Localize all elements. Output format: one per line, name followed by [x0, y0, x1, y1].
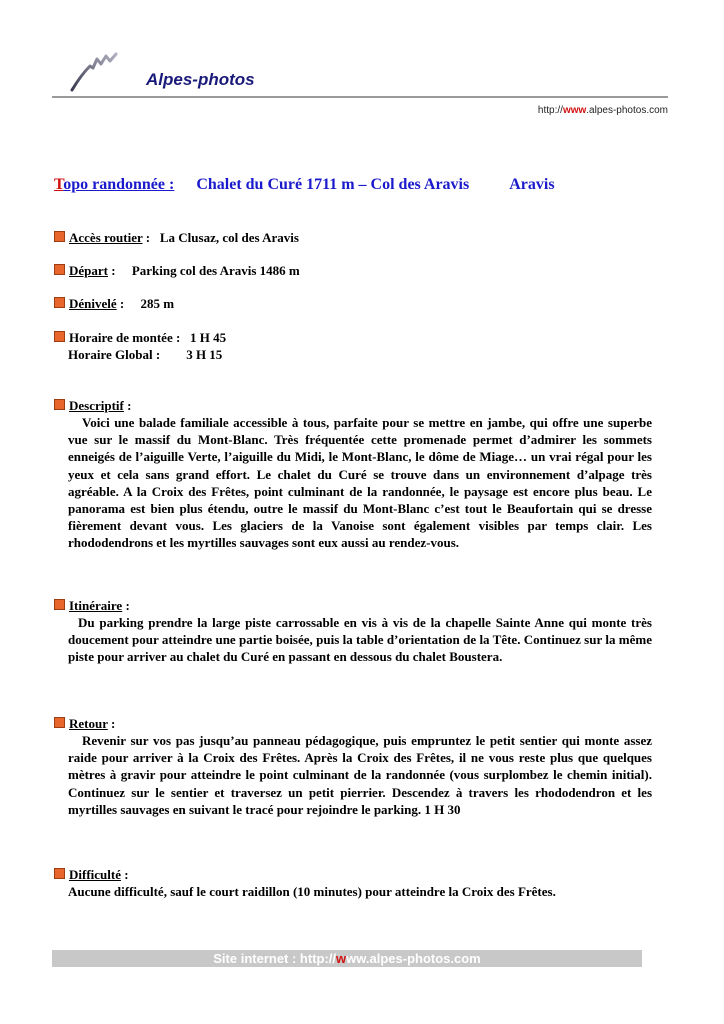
orange-square-bullet-icon: [54, 231, 65, 242]
orange-square-bullet-icon: [54, 399, 65, 410]
header-url-rest: .alpes-photos.com: [586, 105, 668, 116]
acces-sep: :: [142, 230, 160, 245]
header-divider: [52, 96, 668, 98]
section-acces: [54, 229, 299, 246]
section-descriptif: [54, 397, 652, 552]
denivele-value: 285 m: [140, 296, 175, 311]
difficulte-label: Difficulté: [69, 867, 121, 882]
title-label: [54, 176, 174, 193]
footer-rest: ww.alpes-photos.com: [346, 951, 481, 966]
orange-square-bullet-icon: [54, 331, 65, 342]
descriptif-label: Descriptif: [69, 398, 124, 413]
footer-w: w: [336, 951, 347, 966]
section-depart: [54, 262, 300, 279]
horaire-montee: Horaire de montée : 1 H 45: [69, 330, 227, 345]
acces-value: La Clusaz, col des Aravis: [159, 230, 299, 245]
denivele-label: Dénivelé: [69, 296, 117, 311]
difficulte-sep: :: [120, 867, 129, 882]
header-url[interactable]: [538, 105, 668, 116]
mountain-logo-icon: [70, 50, 118, 92]
itineraire-text: Du parking prendre la large piste carrossable en vis à vis de la chapelle Sainte Anne qui monte très doucement pour atteindre une partie boisée, puis la table d’orientation de la Tête. Continuez sur la même piste pour arriver au chalet du Curé en passant en dessous du chalet Boustera.: [68, 615, 652, 665]
difficulte-text: Aucune difficulté, sauf le court raidillon (10 minutes) pour atteindre la Croix des Frêtes.: [68, 884, 556, 899]
itineraire-sep: :: [122, 598, 130, 613]
title-route: Chalet du Curé 1711 m – Col des Aravis: [196, 176, 470, 193]
orange-square-bullet-icon: [54, 599, 65, 610]
footer-banner[interactable]: [52, 950, 642, 967]
section-itineraire: [54, 597, 652, 666]
denivele-sep: :: [116, 296, 141, 311]
section-horaire: [54, 329, 226, 363]
horaire-global: Horaire Global : 3 H 15: [68, 347, 223, 362]
retour-label: Retour: [69, 716, 108, 731]
title-region: Aravis: [509, 176, 555, 193]
orange-square-bullet-icon: [54, 868, 65, 879]
itineraire-label: Itinéraire: [69, 598, 123, 613]
orange-square-bullet-icon: [54, 297, 65, 308]
orange-square-bullet-icon: [54, 264, 65, 275]
depart-label: Départ: [69, 263, 108, 278]
page-title: [54, 176, 555, 194]
retour-sep: :: [107, 716, 116, 731]
section-difficulte: [54, 866, 652, 900]
title-first-letter: T: [54, 176, 64, 193]
section-retour: [54, 715, 652, 818]
section-denivele: [54, 295, 174, 312]
title-label-rest: opo randonnée :: [63, 176, 175, 193]
depart-sep: :: [108, 263, 132, 278]
orange-square-bullet-icon: [54, 717, 65, 728]
header-url-www: www: [562, 105, 587, 116]
depart-value: Parking col des Aravis 1486 m: [131, 263, 300, 278]
descriptif-text: Voici une balade familiale accessible à tous, parfaite pour se mettre en jambe, qui offre une superbe vue sur le massif du Mont-Blanc. Très fréquentée cette promenade permet d’admirer les sommets enneigés de l’aiguille Verte, l’aiguille du Midi, le Mont-Blanc, le dôme de Miage… un vrai régal pour les yeux et cela sans grand effort. Le chalet du Curé se trouve dans un environnement d’alpage très agréable. A la Croix des Frêtes, point culminant de la randonnée, le paysage est encore plus beau. Le panorama est bien plus étendu, outre le massif du Mont-Blanc c’est tout le Beaufortain qui se dresse fièrement devant vous. Les glaciers de la Vanoise sont également visibles par temps clair. Les rhododendrons et les myrtilles sauvages sont eux aussi au rendez-vous.: [68, 415, 652, 551]
brand-name: Alpes-photos: [146, 70, 255, 89]
footer-prefix: Site internet : http://: [213, 951, 337, 966]
acces-label: Accès routier: [69, 230, 143, 245]
retour-text: Revenir sur vos pas jusqu’au panneau pédagogique, puis empruntez le petit sentier qui monte assez raide pour arriver à la Croix des Frêtes. Après la Croix des Frêtes, il ne vous reste plus que quelques mètres à gravir pour atteindre le point culminant de la randonnée (vous surplombez le chemin initial). Continuez sur le sentier et traversez un petit pierrier. Descendez à travers les rhododendron et les myrtilles sauvages en suivant le tracé pour rejoindre le parking. 1 H 30: [68, 733, 652, 817]
descriptif-sep: :: [123, 398, 132, 413]
header-url-prefix: http://: [537, 105, 563, 116]
